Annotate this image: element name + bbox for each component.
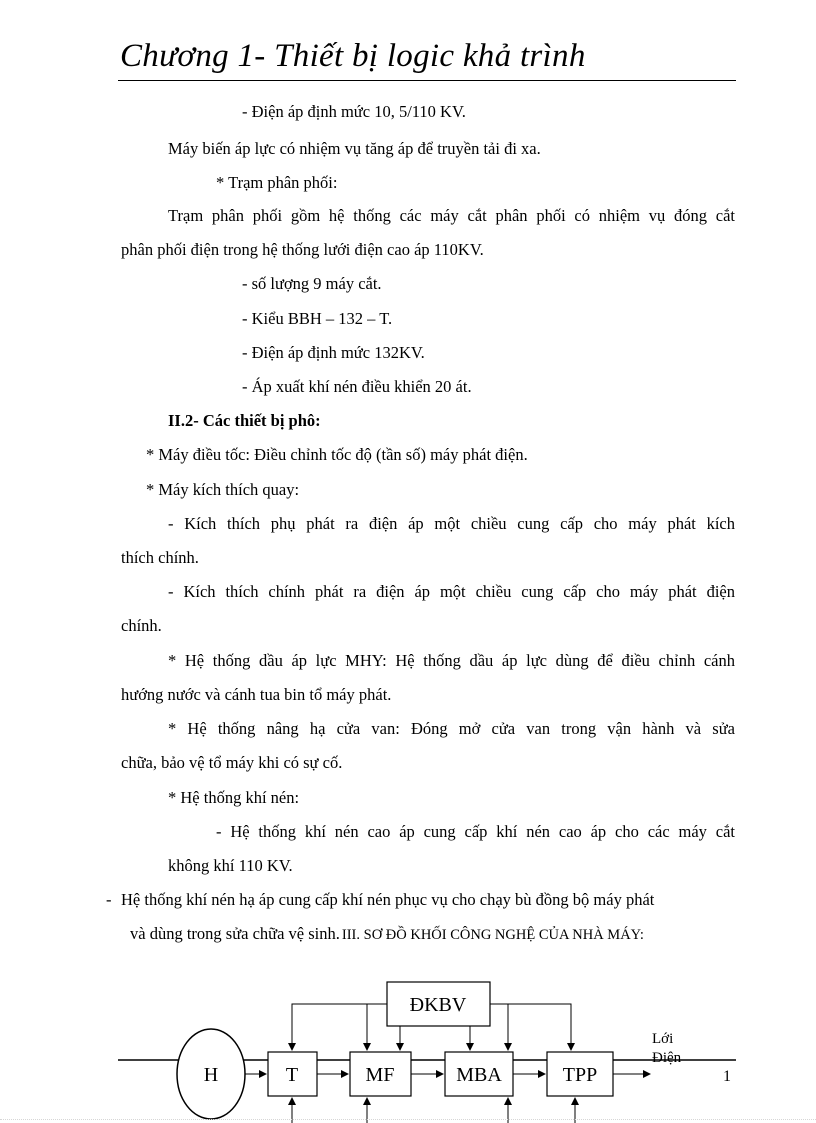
- text-line: - Áp xuất khí nén điều khiển 20 át.: [242, 377, 472, 396]
- page-number: 1: [723, 1068, 731, 1085]
- text-line: Máy biến áp lực có nhiệm vụ tăng áp để truyền tải đi xa.: [168, 139, 541, 158]
- text-line: * Trạm phân phối:: [216, 173, 338, 192]
- grid-label-line2: Điện: [652, 1050, 682, 1066]
- text-line: - Kích thích chính phát ra điện áp một chiều cung cấp cho máy phát điện: [168, 582, 735, 601]
- grid-label-line1: Lới: [652, 1031, 674, 1047]
- text-line: - Hệ thống khí nén cao áp cung cấp khí nén cao áp cho các máy cắt: [216, 822, 735, 841]
- text-line: hướng nước và cánh tua bin tổ máy phát.: [121, 685, 392, 704]
- text-line: chính.: [121, 616, 162, 635]
- text-line: * Máy kích thích quay:: [146, 480, 300, 499]
- text-line: * Máy điều tốc: Điều chỉnh tốc độ (tần số) máy phát điện.: [146, 445, 528, 464]
- text-line: - Kiểu BBH – 132 – T.: [242, 309, 393, 328]
- bullet-dash: -: [106, 890, 112, 909]
- arrow-dkbv-t: [292, 1004, 387, 1050]
- block-tpp-label: TPP: [562, 1064, 598, 1086]
- block-mf-label: MF: [365, 1064, 395, 1086]
- text-line: Hệ thống khí nén hạ áp cung cấp khí nén phục vụ cho chạy bù đồng bộ máy phát: [121, 890, 655, 909]
- text-line: không khí 110 KV.: [168, 856, 293, 875]
- text-line: - Kích thích phụ phát ra điện áp một chiều cung cấp cho máy phát kích: [168, 514, 735, 533]
- text-line: - Điện áp định mức 10, 5/110 KV.: [242, 102, 466, 121]
- text-line: phân phối điện trong hệ thống lưới điện cao áp 110KV.: [121, 240, 484, 259]
- text-line: * Hệ thống nâng hạ cửa van: Đóng mở cửa van trong vận hành và sửa: [168, 719, 735, 738]
- text-line: Trạm phân phối gồm hệ thống các máy cắt phân phối có nhiệm vụ đóng cắt: [168, 206, 735, 225]
- block-t-label: T: [285, 1064, 299, 1086]
- arrow-dkbv-tpp: [490, 1004, 571, 1050]
- section-heading: II.2- Các thiết bị phô:: [168, 411, 321, 430]
- section-heading-caps: III. SƠ ĐỒ KHỐI CÔNG NGHỆ CỦA NHÀ MÁY:: [341, 927, 644, 943]
- text-line: thích chính.: [121, 548, 199, 567]
- text-line: * Hệ thống khí nén:: [168, 788, 300, 807]
- text-line: chữa, bảo vệ tổ máy khi có sự cố.: [121, 753, 343, 772]
- block-h-label: H: [203, 1064, 219, 1086]
- text-line-part: và dùng trong sửa chữa vệ sinh.: [130, 924, 340, 943]
- text-line: * Hệ thống dầu áp lực MHY: Hệ thống dầu áp lực dùng để điều chỉnh cánh: [168, 651, 735, 670]
- footer-divider: [0, 1119, 816, 1120]
- block-dkbv-label: ĐKBV: [409, 994, 467, 1016]
- text-line: - số lượng 9 máy cắt.: [242, 274, 382, 293]
- block-mba-label: MBA: [456, 1064, 502, 1086]
- page-header-title: Chương 1- Thiết bị logic khả trình: [120, 38, 586, 74]
- text-line: - Điện áp định mức 132KV.: [242, 343, 425, 362]
